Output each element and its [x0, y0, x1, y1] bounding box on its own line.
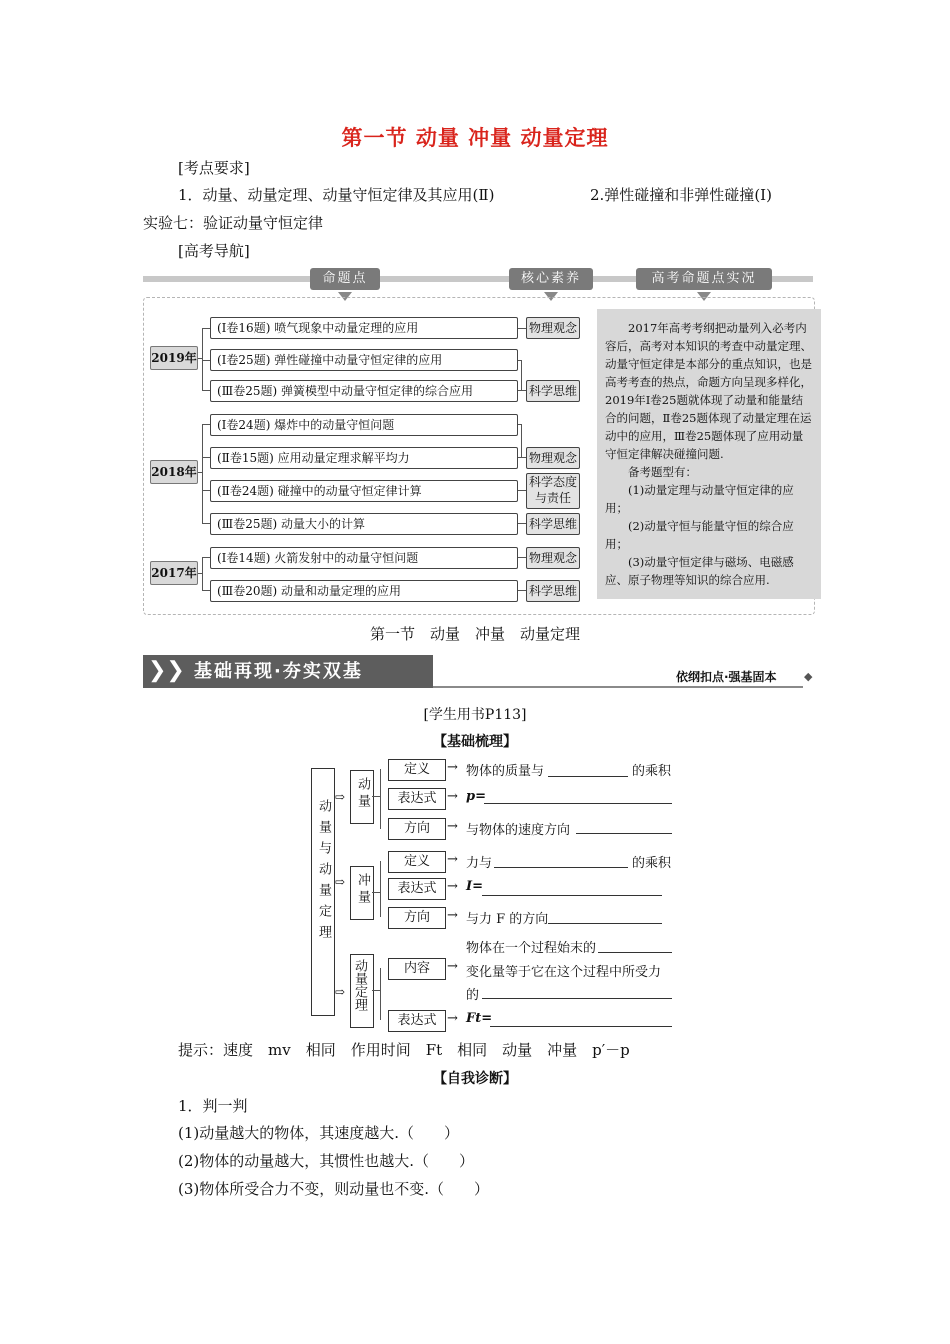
connector [202, 424, 203, 523]
tag-suyang: 科学思维 [526, 380, 580, 402]
map-text: 的乘积 [632, 856, 672, 871]
blank-line [548, 776, 628, 777]
box-para: 2017年高考考纲把动量列入必考内容后，高考对本知识的考查中动量定理、动量守恒定律是本部分的重点知识，也是高考考查的热点，命题方向呈现多样化，2019年Ⅰ卷25题就体现了动量和能量结合的问题，Ⅱ卷25题体现了动量定理在运动中的应用，Ⅲ卷25题体现了应用动量守恒定律解决碰撞问题. [605, 321, 812, 461]
arrow-right-icon: ⇨ [335, 790, 346, 804]
arrow-right-icon: → [447, 852, 458, 867]
connector [202, 360, 210, 361]
tab-shikuang: 高考命题点实况 [636, 268, 772, 290]
map-text: 与力 F 的方向 [466, 912, 549, 927]
map-text: 物体的质量与 [466, 764, 545, 779]
blank-line [484, 803, 672, 804]
connector [202, 328, 210, 329]
connector [380, 769, 381, 829]
arrow-right-icon: → [447, 959, 458, 974]
connector [521, 424, 522, 457]
section-subtitle: 第一节 动量 冲量 动量定理 [369, 625, 580, 643]
banner-right-text: 依纲扣点·强基固本 [676, 670, 777, 684]
kaodian-line1a: 1．动量、动量定理、动量守恒定律及其应用(Ⅱ) [178, 186, 495, 204]
banner-rule [433, 686, 803, 688]
map-node-content: 内容 [388, 958, 446, 980]
connector [202, 328, 203, 390]
blank-line [598, 952, 672, 953]
map-node-dir: 方向 [388, 818, 446, 840]
banner-title: 基础再现·夯实双基 [194, 661, 363, 682]
question-item: (3)物体所受合力不变，则动量也不变.（ ） [178, 1180, 490, 1198]
connector [521, 360, 522, 390]
question-heading: 1．判一判 [178, 1097, 248, 1115]
connector [380, 861, 381, 917]
nav-item: (Ⅰ卷25题) 弹性碰撞中动量守恒定律的应用 [210, 349, 518, 371]
map-text: I= [466, 879, 483, 894]
tag-suyang: 科学思维 [526, 513, 580, 535]
connector [372, 990, 380, 991]
tab-mingti: 命题点 [310, 268, 380, 290]
tab-hexin: 核心素养 [509, 268, 593, 290]
map-text: 力与 [466, 856, 493, 871]
blank-line [490, 1026, 672, 1027]
blank-line [482, 895, 662, 896]
map-branch-impulse [350, 866, 374, 920]
year-2018: 2018年 [150, 460, 198, 484]
connector [202, 557, 210, 558]
map-text: Ft= [466, 1011, 493, 1026]
arrow-right-icon: → [447, 819, 458, 834]
kaodian-line2: 实验七：验证动量守恒定律 [143, 214, 324, 232]
map-root-text: 动量与动量定理 [316, 799, 331, 946]
map-text: 变化量等于它在这个过程中所受力 [466, 965, 662, 980]
arrow-right-icon: ⇨ [335, 985, 346, 999]
connector [202, 490, 210, 491]
kaodian-line1b: 2.弹性碰撞和非弹性碰撞(Ⅰ) [590, 186, 772, 204]
question-item: (2)物体的动量越大，其惯性也越大.（ ） [178, 1152, 475, 1170]
connector [202, 557, 203, 590]
map-branch-text: 动量定理 [352, 959, 367, 1011]
map-text: p= [466, 789, 486, 804]
tag-suyang: 科学态度与责任 [526, 473, 580, 509]
map-text: 的 [466, 988, 480, 1003]
tag-suyang: 物理观念 [526, 317, 580, 339]
arrow-right-icon: → [447, 760, 458, 775]
map-node-dir: 方向 [388, 907, 446, 929]
nav-item: (Ⅲ卷25题) 弹簧模型中动量守恒定律的综合应用 [210, 380, 518, 402]
kaodian-heading: [考点要求] [178, 159, 250, 177]
connector [202, 457, 210, 458]
nav-heading: [高考导航] [178, 242, 250, 260]
map-node-expr: 表达式 [388, 878, 446, 900]
nav-item: (Ⅰ卷24题) 爆炸中的动量守恒问题 [210, 414, 518, 436]
blank-line [482, 998, 672, 999]
nav-item: (Ⅱ卷15题) 应用动量定理求解平均力 [210, 447, 518, 469]
connector [372, 796, 380, 797]
map-branch-momentum [350, 770, 374, 824]
map-text: 物体在一个过程始末的 [466, 941, 597, 956]
arrow-right-icon: → [447, 1011, 458, 1026]
tag-suyang: 物理观念 [526, 447, 580, 469]
year-2019: 2019年 [150, 346, 198, 370]
box-para: 备考题型有： [628, 465, 697, 479]
arrow-right-icon: → [447, 879, 458, 894]
map-node-expr: 表达式 [388, 1010, 446, 1032]
map-text: 与物体的速度方向 [466, 823, 571, 838]
jichu-heading: 【基础梳理】 [433, 734, 517, 750]
blank-line [576, 833, 672, 834]
connector [202, 390, 210, 391]
box-para: (3)动量守恒定律与磁场、电磁感应、原子物理等知识的综合应用. [605, 555, 794, 587]
tag-suyang: 科学思维 [526, 580, 580, 602]
connector [202, 590, 210, 591]
diamond-icon: ◆ [804, 670, 813, 683]
map-node-expr: 表达式 [388, 788, 446, 810]
blank-line [494, 867, 628, 868]
blank-line [548, 923, 662, 924]
arrow-right-icon: → [447, 789, 458, 804]
map-branch-text: 动量 [355, 777, 370, 811]
box-para: (1)动量定理与动量守恒定律的应用； [605, 483, 794, 515]
nav-item: (Ⅲ卷25题) 动量大小的计算 [210, 513, 518, 535]
hint-answers: 提示：速度 mv 相同 作用时间 Ft 相同 动量 冲量 p′－p [178, 1041, 630, 1059]
arrow-right-icon: ⇨ [335, 875, 346, 889]
map-node-def: 定义 [388, 851, 446, 873]
year-2017: 2017年 [150, 561, 198, 585]
nav-item: (Ⅱ卷24题) 碰撞中的动量守恒定律计算 [210, 480, 518, 502]
book-ref: [学生用书P113] [423, 707, 527, 723]
nav-item: (Ⅲ卷20题) 动量和动量定理的应用 [210, 580, 518, 602]
nav-item: (Ⅰ卷16题) 喷气现象中动量定理的应用 [210, 317, 518, 339]
chevron-right-icon: ❯❯ [148, 658, 185, 683]
connector [380, 968, 381, 1020]
ziwo-heading: 【自我诊断】 [433, 1071, 517, 1087]
map-branch-text: 冲量 [355, 873, 370, 907]
connector [372, 892, 380, 893]
mingti-shikuang-box [597, 309, 821, 599]
map-node-def: 定义 [388, 759, 446, 781]
map-branch-theorem [350, 954, 374, 1028]
question-item: (1)动量越大的物体，其速度越大.（ ） [178, 1124, 460, 1142]
connector [202, 424, 210, 425]
tag-suyang: 物理观念 [526, 547, 580, 569]
map-root-node [311, 768, 335, 1016]
nav-item: (Ⅰ卷14题) 火箭发射中的动量守恒问题 [210, 547, 518, 569]
arrow-right-icon: → [447, 908, 458, 923]
page-title: 第一节 动量 冲量 动量定理 [341, 125, 609, 150]
map-text: 的乘积 [632, 764, 672, 779]
connector [202, 523, 210, 524]
box-para: (2)动量守恒与能量守恒的综合应用； [605, 519, 794, 551]
